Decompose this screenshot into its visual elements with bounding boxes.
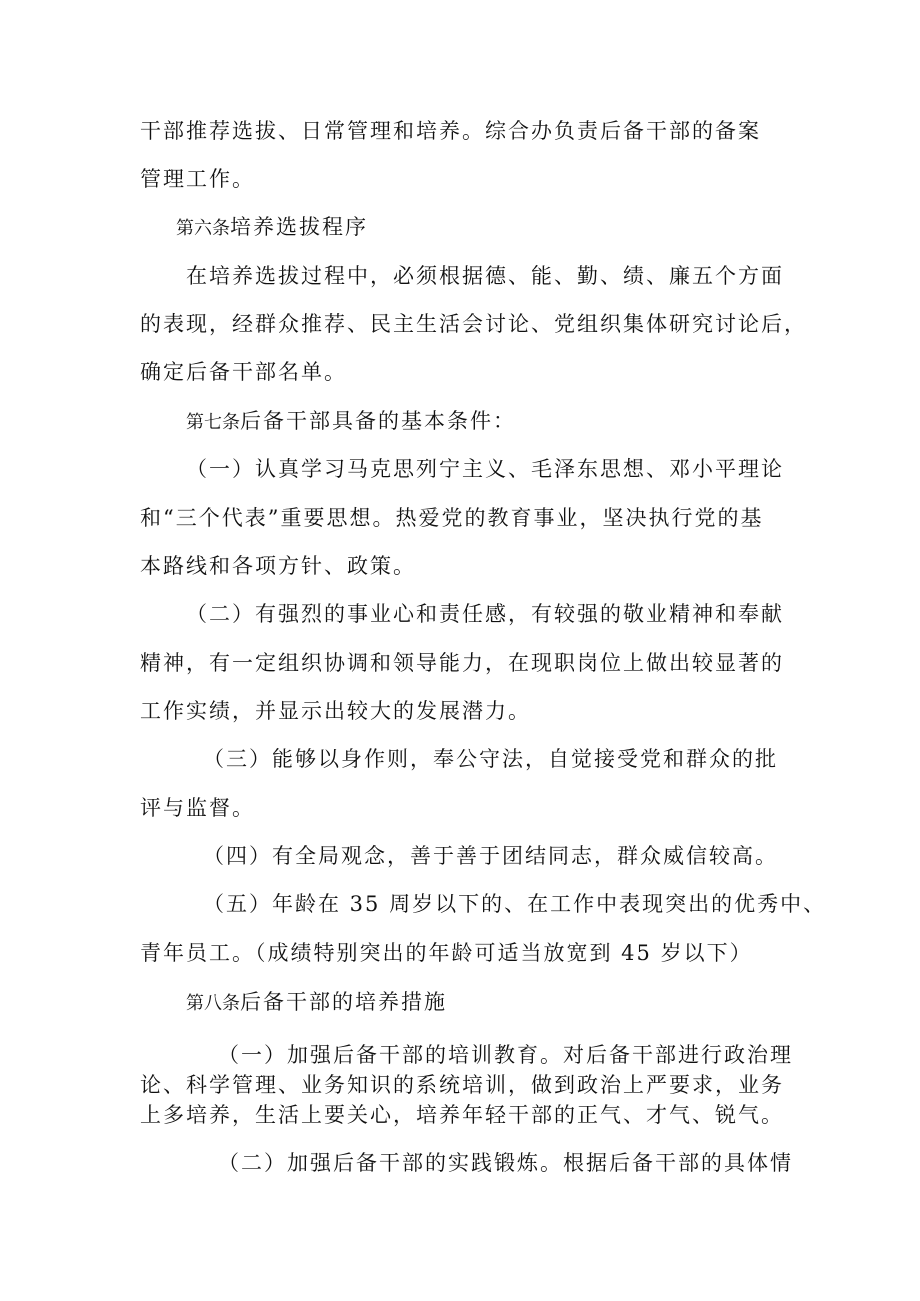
article-title: 后备干部的培养措施 xyxy=(240,990,447,1014)
paragraph-line: （一）加强后备干部的培训教育。对后备干部进行政治理 xyxy=(218,1043,793,1067)
paragraph-line: 的表现，经群众推荐、民主生活会讨论、党组织集体研究讨论后， xyxy=(140,312,807,336)
paragraph-line: 上多培养，生活上要关心，培养年轻干部的正气、才气、锐气。 xyxy=(140,1103,784,1127)
paragraph-line: （五）年龄在 35 周岁以下的、在工作中表现突出的优秀中、 xyxy=(203,892,827,916)
paragraph-line: 评与监督。 xyxy=(140,796,255,820)
paragraph-line: 精神，有一定组织协调和领导能力，在现职岗位上做出较显著的 xyxy=(140,651,784,675)
article-number: 第七条 xyxy=(186,412,240,433)
paragraph-line: 论、科学管理、业务知识的系统培训，做到政治上严要求，业务 xyxy=(140,1073,784,1097)
article-number: 第八条 xyxy=(186,993,240,1014)
paragraph-line: （三）能够以身作则，奉公守法，自觉接受党和群众的批 xyxy=(203,747,778,771)
paragraph-line: 在培养选拔过程中，必须根据德、能、勤、绩、廉五个方面 xyxy=(186,264,784,288)
article-heading-8 xyxy=(186,987,447,1019)
paragraph-line: 确定后备干部名单。 xyxy=(140,360,347,384)
article-title: 后备干部具备的基本条件： xyxy=(240,409,516,433)
paragraph-line: 管理工作。 xyxy=(140,167,255,191)
paragraph-line: 工作实绩，并显示出较大的发展潜力。 xyxy=(140,699,531,723)
article-heading-6 xyxy=(176,212,368,244)
paragraph-line: （二）加强后备干部的实践锻炼。根据后备干部的具体情 xyxy=(218,1151,793,1175)
paragraph-line: （二）有强烈的事业心和责任感，有较强的敬业精神和奉献 xyxy=(186,602,784,626)
paragraph-line: （一）认真学习马克思列宁主义、毛泽东思想、邓小平理论 xyxy=(186,457,784,481)
article-heading-7 xyxy=(186,406,516,438)
paragraph-line: 和“三个代表”重要思想。热爱党的教育事业，坚决执行党的基 xyxy=(140,506,764,530)
paragraph-line: 本路线和各项方针、政策。 xyxy=(140,554,416,578)
paragraph-line: 青年员工。（成绩特别突出的年龄可适当放宽到 45 岁以下） xyxy=(140,941,753,965)
article-number: 第六条 xyxy=(176,218,230,239)
article-title: 培养选拔程序 xyxy=(230,215,368,239)
paragraph-line: 干部推荐选拔、日常管理和培养。综合办负责后备干部的备案 xyxy=(140,119,761,143)
paragraph-line: （四）有全局观念，善于善于团结同志，群众威信较高。 xyxy=(203,844,778,868)
